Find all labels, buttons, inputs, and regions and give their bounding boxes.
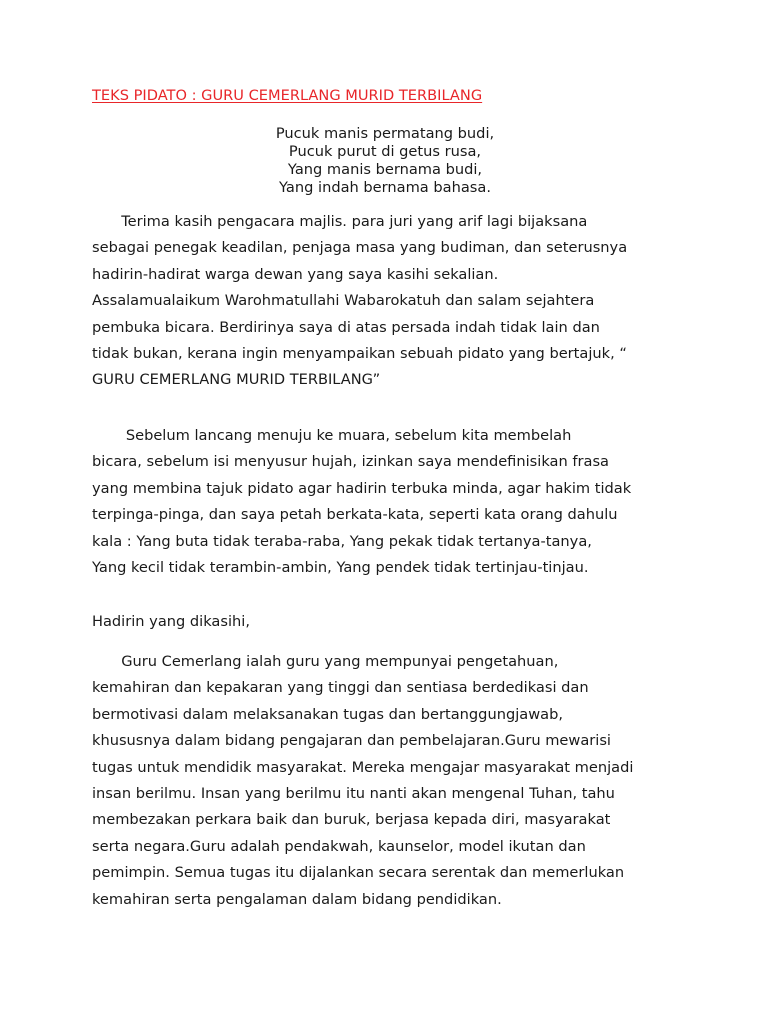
- paragraph-line: Guru Cemerlang ialah guru yang mempunyai pengetahuan,: [92, 653, 559, 670]
- salutation-line: Hadirin yang dikasihi,: [92, 613, 250, 630]
- pantun-line: Pucuk manis permatang budi,: [275, 125, 495, 142]
- paragraph-line: khususnya dalam bidang pengajaran dan pembelajaran.Guru mewarisi: [92, 732, 611, 750]
- paragraph-line: kemahiran dan kepakaran yang tinggi dan sentiasa berdedikasi dan: [92, 679, 589, 697]
- definition-paragraph: [92, 423, 692, 581]
- speech-title: TEKS PIDATO : GURU CEMERLANG MURID TERBILANG: [92, 87, 483, 104]
- paragraph-line: insan berilmu. Insan yang berilmu itu nanti akan mengenal Tuhan, tahu: [92, 785, 615, 803]
- paragraph-line: membezakan perkara baik dan buruk, berjasa kepada diri, masyarakat: [92, 811, 611, 829]
- paragraph-line: bermotivasi dalam melaksanakan tugas dan bertanggungjawab,: [92, 705, 563, 723]
- pantun-line: Pucuk purut di getus rusa,: [288, 143, 482, 160]
- paragraph-line: tugas untuk mendidik masyarakat. Mereka mengajar masyarakat menjadi: [92, 758, 634, 776]
- paragraph-line: Terima kasih pengacara majlis. para juri yang arif lagi bijaksana: [92, 213, 588, 230]
- opening-paragraph: [92, 209, 692, 394]
- pantun-verse: [190, 125, 580, 197]
- salutation: [92, 609, 692, 635]
- guru-cemerlang-paragraph: [92, 649, 692, 913]
- paragraph-line: pemimpin. Semua tugas itu dijalankan secara serentak dan memerlukan: [92, 864, 625, 882]
- paragraph-line: tidak bukan, kerana ingin menyampaikan sebuah pidato yang bertajuk, “: [92, 345, 627, 363]
- paragraph-line: GURU CEMERLANG MURID TERBILANG”: [92, 371, 381, 389]
- paragraph-line: Yang kecil tidak terambin-ambin, Yang pendek tidak tertinjau-tinjau.: [92, 559, 589, 577]
- paragraph-line: kala : Yang buta tidak teraba-raba, Yang pekak tidak tertanya-tanya,: [92, 532, 592, 550]
- paragraph-line: terpinga-pinga, dan saya petah berkata-kata, seperti kata orang dahulu: [92, 506, 618, 524]
- paragraph-line: pembuka bicara. Berdirinya saya di atas persada indah tidak lain dan: [92, 318, 600, 336]
- paragraph-line: Sebelum lancang menuju ke muara, sebelum kita membelah: [92, 427, 572, 444]
- paragraph-line: Assalamualaikum Warohmatullahi Wabarokatuh dan salam sejahtera: [92, 292, 595, 310]
- paragraph-line: bicara, sebelum isi menyusur hujah, izinkan saya mendefinisikan frasa: [92, 453, 609, 471]
- pantun-line: Yang manis bernama budi,: [287, 161, 483, 178]
- paragraph-line: yang membina tajuk pidato agar hadirin terbuka minda, agar hakim tidak: [92, 479, 632, 497]
- paragraph-line: serta negara.Guru adalah pendakwah, kaunselor, model ikutan dan: [92, 837, 586, 855]
- paragraph-line: hadirin-hadirat warga dewan yang saya kasihi sekalian.: [92, 265, 499, 283]
- pantun-line: Yang indah bernama bahasa.: [279, 179, 491, 196]
- paragraph-line: sebagai penegak keadilan, penjaga masa yang budiman, dan seterusnya: [92, 239, 628, 257]
- paragraph-line: kemahiran serta pengalaman dalam bidang pendidikan.: [92, 890, 502, 908]
